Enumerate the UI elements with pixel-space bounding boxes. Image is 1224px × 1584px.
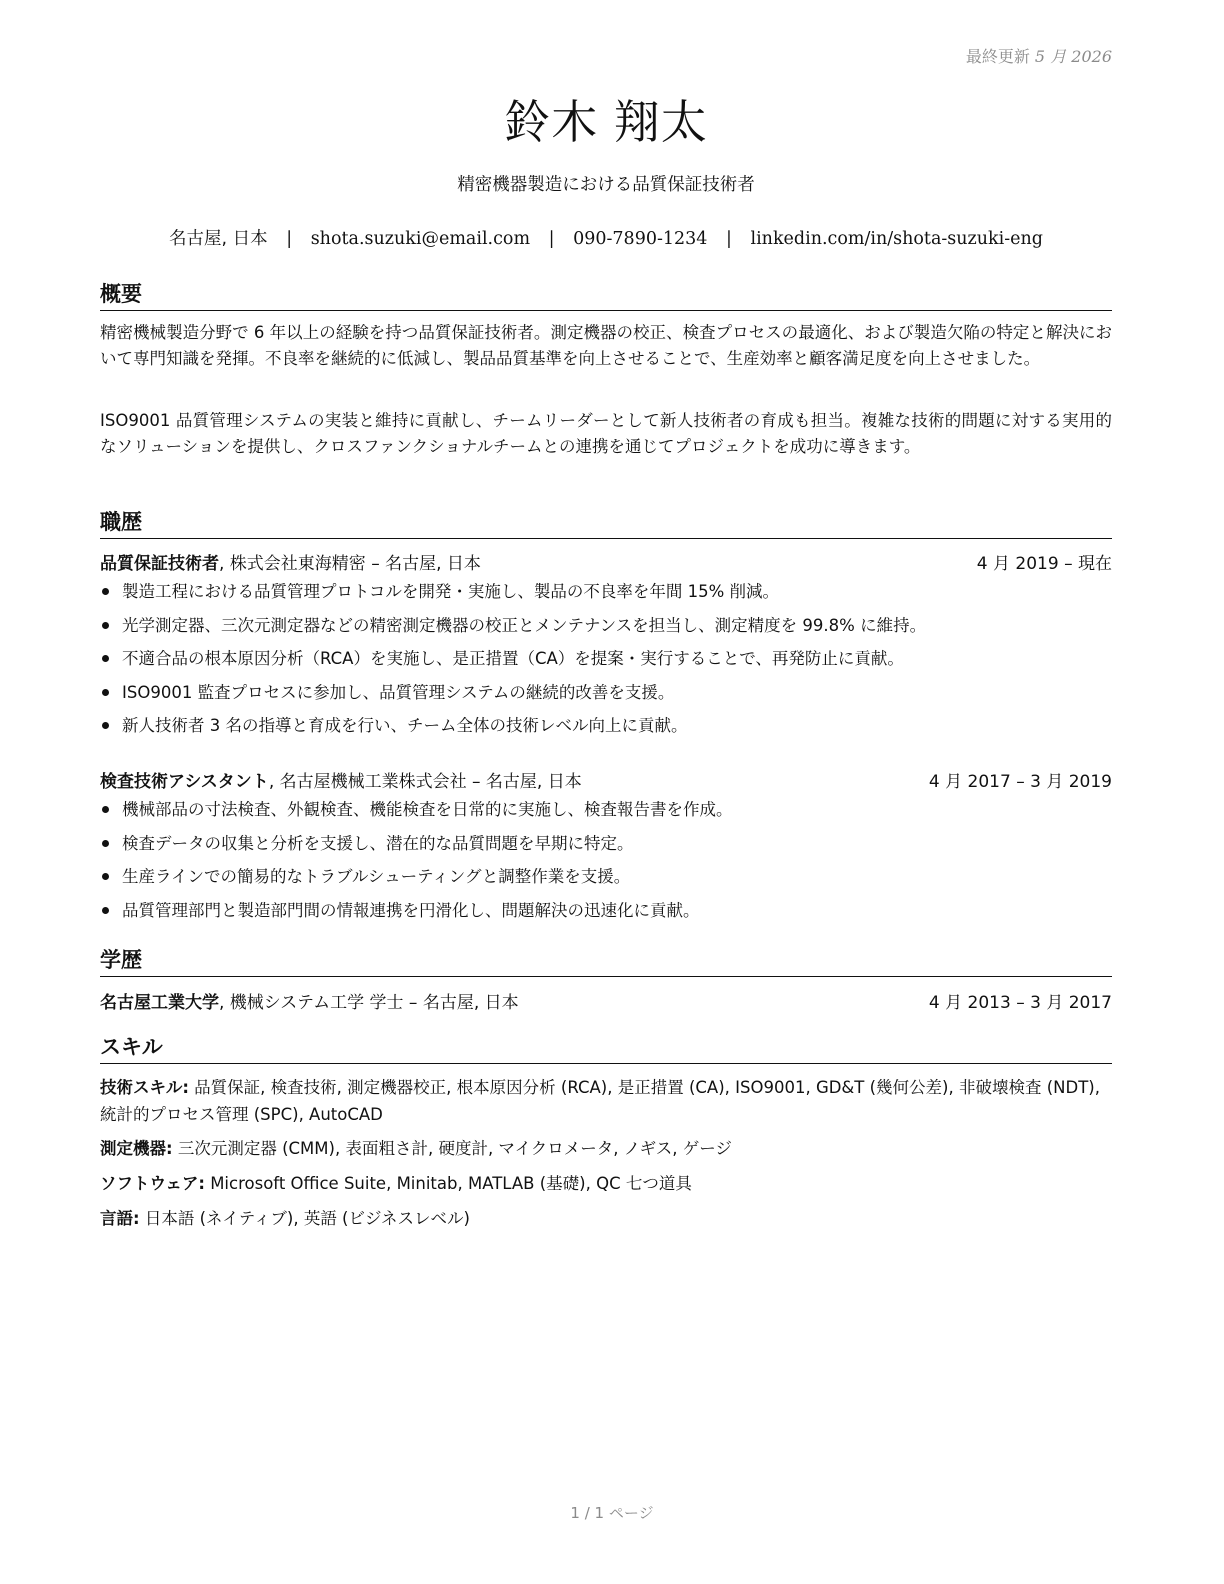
bullet-text: 品質管理部門と製造部門間の情報連携を円滑化し、問題解決の迅速化に貢献。: [122, 900, 700, 920]
job-org: , 名古屋機械工業株式会社 – 名古屋, 日本: [268, 772, 582, 792]
education-detail: , 機械システム工学 学士 – 名古屋, 日本: [219, 993, 519, 1013]
skill-row: [100, 1205, 1112, 1232]
job-org: , 株式会社東海精密 – 名古屋, 日本: [219, 554, 481, 574]
job-bullets: [100, 799, 1112, 933]
job-role: 検査技術アシスタント: [100, 772, 269, 792]
bullet-item: [100, 581, 1112, 615]
job-role: 品質保証技術者: [100, 554, 219, 574]
summary-paragraph: ISO9001 品質管理システムの実装と維持に貢献し、チームリーダーとして新人技術者の育成も担当。複雑な技術的問題に対する実用的なソリューションを提供し、クロスファンクショナルチームとの連携を通じてプロジェクトを成功に導きます。: [100, 411, 1112, 456]
skill-label: 測定機器:: [100, 1139, 173, 1158]
bullet-item: [100, 799, 1112, 833]
skill-row: [100, 1074, 1112, 1128]
bullet-text: 光学測定器、三次元測定器などの精密測定機器の校正とメンテナンスを担当し、測定精度を 99.8% に維持。: [122, 615, 927, 635]
skill-row: [100, 1135, 1112, 1162]
contact-phone[interactable]: 090-7890-1234: [573, 229, 708, 249]
contact-separator: |: [548, 229, 555, 249]
education-dates: 4 月 2013 – 3 月 2017: [928, 993, 1112, 1013]
bullet-text: 検査データの収集と分析を支援し、潜在的な品質問題を早期に特定。: [122, 833, 634, 853]
bullet-dot-icon: [102, 806, 109, 813]
contact-linkedin[interactable]: linkedin.com/in/shota-suzuki-eng: [750, 229, 1043, 249]
bullet-dot-icon: [102, 873, 109, 880]
bullet-text: 製造工程における品質管理プロトコルを開発・実施し、製品の不良率を年間 15% 削減。: [122, 582, 780, 601]
bullet-item: [100, 833, 1112, 867]
candidate-name: 鈴木 翔太: [504, 95, 708, 149]
contact-line: [100, 225, 1112, 250]
contact-email[interactable]: shota.suzuki@email.com: [310, 229, 531, 249]
skill-label: 技術スキル:: [100, 1078, 189, 1097]
page-indicator: 1 / 1 ページ: [570, 1504, 654, 1522]
bullet-item: [100, 900, 1112, 934]
section-title-experience: 職歴: [100, 506, 1112, 539]
job-header: [100, 549, 1112, 574]
skill-value: 日本語 (ネイティブ), 英語 (ビジネスレベル): [139, 1209, 470, 1228]
job-dates: 4 月 2019 – 現在: [976, 554, 1112, 574]
summary-paragraph: 精密機械製造分野で 6 年以上の経験を持つ品質保証技術者。測定機器の校正、検査プロセスの最適化、および製造欠陥の特定と解決において専門知識を発揮。不良率を継続的に低減し、製品品質基準を向上させることで、生産効率と顧客満足度を向上させました。: [100, 323, 1112, 368]
skill-row: [100, 1170, 1112, 1197]
bullet-dot-icon: [102, 622, 109, 629]
bullet-dot-icon: [102, 655, 109, 662]
bullet-text: ISO9001 監査プロセスに参加し、品質管理システムの継続的改善を支援。: [122, 682, 675, 702]
bullet-item: [100, 715, 1112, 749]
job-bullets: [100, 581, 1112, 749]
skill-value: 品質保証, 検査技術, 測定機器校正, 根本原因分析 (RCA), 是正措置 (CA), ISO9001, GD&T (幾何公差), 非破壊検査 (NDT), 統計的プロセス管理 (SPC), AutoCAD: [100, 1078, 1100, 1124]
last-updated: [966, 44, 1112, 67]
bullet-text: 不適合品の根本原因分析（RCA）を実施し、是正措置（CA）を提案・実行することで、再発防止に貢献。: [122, 649, 904, 668]
section-title-education: 学歴: [100, 944, 1112, 977]
education-entry: [100, 988, 1112, 1013]
tagline: 精密機器製造における品質保証技術者: [457, 175, 755, 195]
bullet-dot-icon: [102, 840, 109, 847]
skill-label: ソフトウェア:: [100, 1174, 205, 1193]
bullet-dot-icon: [102, 588, 109, 595]
job-header: [100, 767, 1112, 792]
contact-separator: |: [286, 229, 293, 249]
section-title-skills: スキル: [100, 1031, 1112, 1064]
bullet-text: 新人技術者 3 名の指導と育成を行い、チーム全体の技術レベル向上に貢献。: [122, 716, 688, 735]
section-title-summary: 概要: [100, 278, 1112, 311]
contact-separator: |: [726, 229, 732, 249]
bullet-text: 生産ラインでの簡易的なトラブルシューティングと調整作業を支援。: [122, 867, 631, 886]
bullet-dot-icon: [102, 907, 109, 914]
skill-value: 三次元測定器 (CMM), 表面粗さ計, 硬度計, マイクロメータ, ノギス, ゲージ: [172, 1139, 732, 1158]
bullet-dot-icon: [102, 722, 109, 729]
education-school: 名古屋工業大学: [100, 993, 219, 1013]
bullet-text: 機械部品の寸法検査、外観検査、機能検査を日常的に実施し、検査報告書を作成。: [122, 800, 733, 819]
bullet-item: [100, 866, 1112, 900]
job-dates: 4 月 2017 – 3 月 2019: [928, 772, 1112, 792]
skill-label: 言語:: [100, 1209, 140, 1228]
bullet-item: [100, 648, 1112, 682]
contact-location: 名古屋, 日本: [169, 229, 268, 249]
last-updated-label: 最終更新: [965, 47, 1030, 66]
bullet-dot-icon: [102, 689, 109, 696]
skill-value: Microsoft Office Suite, Minitab, MATLAB (基礎), QC 七つ道具: [204, 1174, 692, 1193]
last-updated-date: 5 月 2026: [1034, 47, 1112, 66]
bullet-item: [100, 682, 1112, 716]
bullet-item: [100, 615, 1112, 649]
